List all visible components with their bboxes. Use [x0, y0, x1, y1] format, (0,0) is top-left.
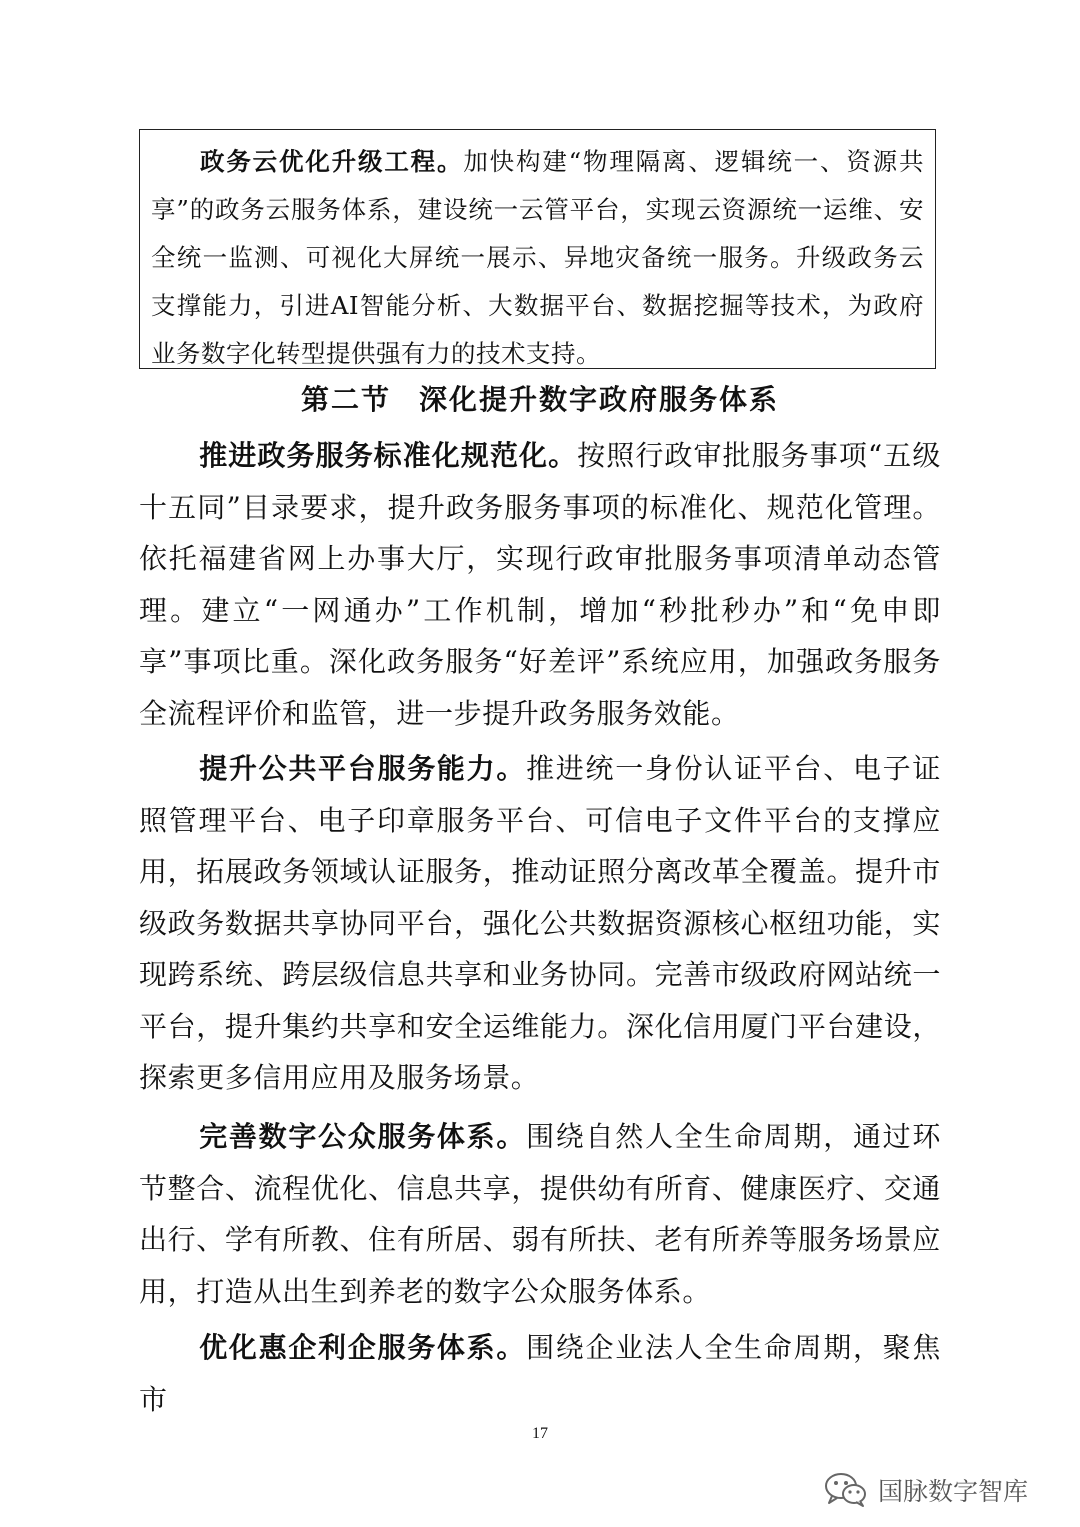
- paragraph-text: 围绕企业法人全生命周期，聚焦市: [139, 1331, 941, 1416]
- watermark-text: 国脉数字智库: [878, 1477, 1029, 1506]
- box-paragraph: [140, 130, 935, 378]
- paragraph-lead: 完善数字公众服务体系。: [199, 1120, 527, 1153]
- wechat-icon: [824, 1472, 868, 1508]
- paragraph: [139, 430, 941, 739]
- paragraph-text: 围绕自然人全生命周期，通过环节整合、流程优化、信息共享，提供幼有所育、健康医疗、交通出行、学有所教、住有所居、弱有所扶、老有所养等服务场景应用，打造从出生到养老的数字公众服务体系。: [139, 1120, 941, 1308]
- section-title: [0, 380, 1080, 420]
- paragraph-lead: 提升公共平台服务能力。: [199, 752, 527, 785]
- highlight-box: [139, 129, 936, 369]
- watermark: [824, 1470, 1028, 1510]
- paragraph: [139, 1322, 941, 1416]
- paragraph-text: 按照行政审批服务事项“五级十五同”目录要求，提升政务服务事项的标准化、规范化管理。依托福建省网上办事大厅，实现行政审批服务事项清单动态管理。建立“一网通办”工作机制，增加“秒批秒办”和“免申即享”事项比重。深化政务服务“好差评”系统应用，加强政务服务全流程评价和监管，进一步提升政务服务效能。: [139, 439, 941, 730]
- page-number: 17: [532, 1425, 548, 1442]
- paragraph: [139, 1111, 941, 1317]
- paragraph: [139, 743, 941, 1104]
- paragraph-text: 推进统一身份认证平台、电子证照管理平台、电子印章服务平台、可信电子文件平台的支撑应用，拓展政务领域认证服务，推动证照分离改革全覆盖。提升市级政务数据共享协同平台，强化公共数据资源核心枢纽功能，实现跨系统、跨层级信息共享和业务协同。完善市级政府网站统一平台，提升集约共享和安全运维能力。深化信用厦门平台建设，探索更多信用应用及服务场景。: [139, 752, 941, 1094]
- section-number: 第二节: [300, 383, 391, 416]
- box-lead: 政务云优化升级工程。: [200, 147, 464, 176]
- paragraph-lead: 推进政务服务标准化规范化。: [199, 439, 578, 472]
- section-heading: 深化提升数字政府服务体系: [419, 383, 780, 416]
- paragraph-lead: 优化惠企利企服务体系。: [199, 1331, 527, 1364]
- box-text: 加快构建“物理隔离、逻辑统一、资源共享”的政务云服务体系，建设统一云管平台，实现云资源统一运维、安全统一监测、可视化大屏统一展示、异地灾备统一服务。升级政务云支撑能力，引进AI智能分析、大数据平台、数据挖掘等技术，为政府业务数字化转型提供强有力的技术支持。: [151, 147, 924, 368]
